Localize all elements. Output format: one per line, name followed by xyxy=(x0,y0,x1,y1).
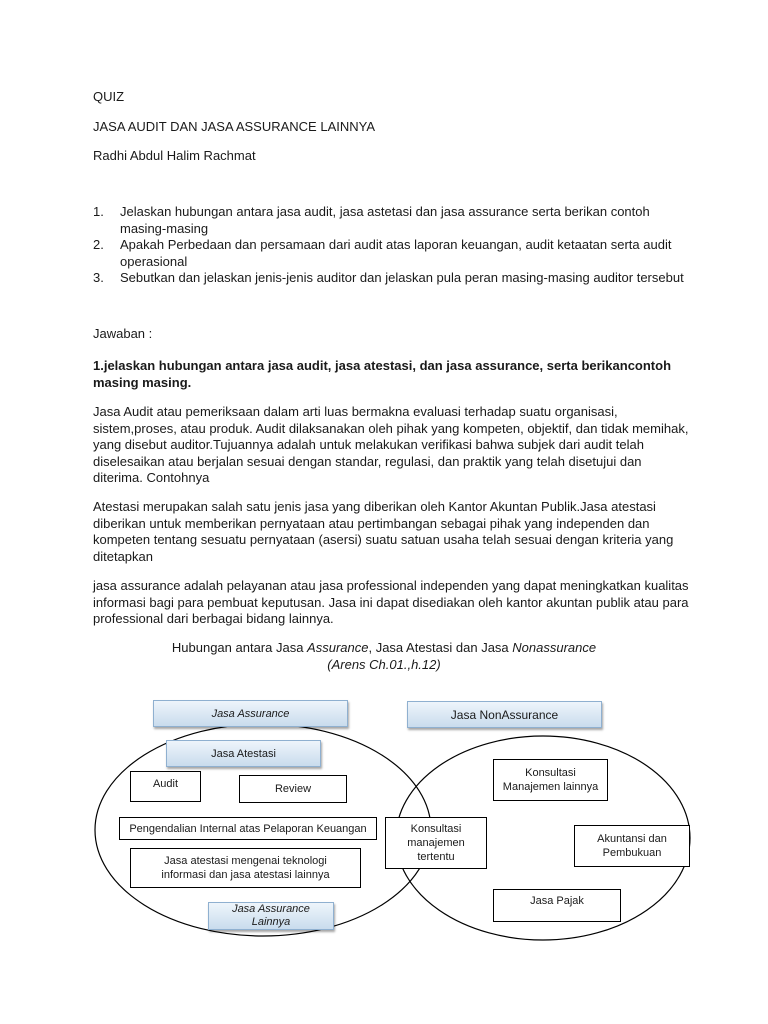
paragraph-audit: Jasa Audit atau pemeriksaan dalam arti luas bermakna evaluasi terhadap suatu organisasi, sistem,proses, atau produk. Audit dilaksanakan oleh pihak yang kompeten, objektif, dan tidak memihak, yang disebut auditor.Tujuannya adalah untuk melakukan verifikasi bahwa subjek dari audit telah diselesaikan atau berjalan sesuai dengan standar, regulasi, dan praktik yang telah disetujui dan diterima. Contohnya xyxy=(93,404,689,485)
audit-box: Audit xyxy=(130,771,201,802)
subject-title: JASA AUDIT DAN JASA ASSURANCE LAINNYA xyxy=(93,119,376,134)
author-name: Radhi Abdul Halim Rachmat xyxy=(93,148,256,163)
jasa-atestasi-teknologi-box: Jasa atestasi mengenai teknologi informasi dan jasa atestasi lainnya xyxy=(130,848,361,888)
jasa-nonassurance-label: Jasa NonAssurance xyxy=(407,701,602,728)
list-item: 2. Apakah Perbedaan dan persamaan dari audit atas laporan keuangan, audit ketaatan serta audit operasional xyxy=(93,237,672,269)
paragraph-assurance: jasa assurance adalah pelayanan atau jasa professional independen yang dapat meningkatkan kualitas informasi bagi para pembuat keputusan. Jasa ini dapat disediakan oleh kantor akuntan publik atau para professional dari berbagai bidang lainnya. xyxy=(93,578,689,626)
answer-heading: 1.jelaskan hubungan antara jasa audit, jasa atestasi, dan jasa assurance, serta berikancontoh masing masing. xyxy=(93,358,672,390)
answer-label: Jawaban : xyxy=(93,326,153,341)
figure-caption: Hubungan antara Jasa Assurance, Jasa Atestasi dan Jasa Nonassurance xyxy=(171,640,597,655)
paragraph-atestasi: Atestasi merupakan salah satu jenis jasa yang diberikan oleh Kantor Akuntan Publik.Jasa atestasi diberikan untuk memberikan pernyataan atau pertimbangan sebagai pihak yang independen dan kompeten tentang sesuatu pernyataan (asersi) suatu satuan usaha telah sesuai dengan kriteria yang ditetapkan xyxy=(93,499,674,564)
jasa-assurance-lainnya-label: Jasa Assurance Lainnya xyxy=(208,902,334,930)
list-item: 1. Jelaskan hubungan antara jasa audit, jasa astetasi dan jasa assurance serta berikan contoh masing-masing xyxy=(93,204,650,236)
konsultasi-manajemen-lainnya-box: Konsultasi Manajemen lainnya xyxy=(493,759,608,801)
jasa-pajak-box: Jasa Pajak xyxy=(493,889,621,922)
review-box: Review xyxy=(239,775,347,803)
quiz-title: QUIZ xyxy=(93,89,125,104)
pengendalian-internal-box: Pengendalian Internal atas Pelaporan Keuangan xyxy=(119,817,377,840)
jasa-assurance-label: Jasa Assurance xyxy=(153,700,348,727)
list-item: 3. Sebutkan dan jelaskan jenis-jenis auditor dan jelaskan pula peran masing-masing auditor tersebut xyxy=(93,270,684,285)
akuntansi-pembukuan-box: Akuntansi dan Pembukuan xyxy=(574,825,690,867)
konsultasi-manajemen-tertentu-box: Konsultasi manajemen tertentu xyxy=(385,817,487,869)
jasa-atestasi-label: Jasa Atestasi xyxy=(166,740,321,767)
figure-source: (Arens Ch.01.,h.12) xyxy=(327,657,441,672)
